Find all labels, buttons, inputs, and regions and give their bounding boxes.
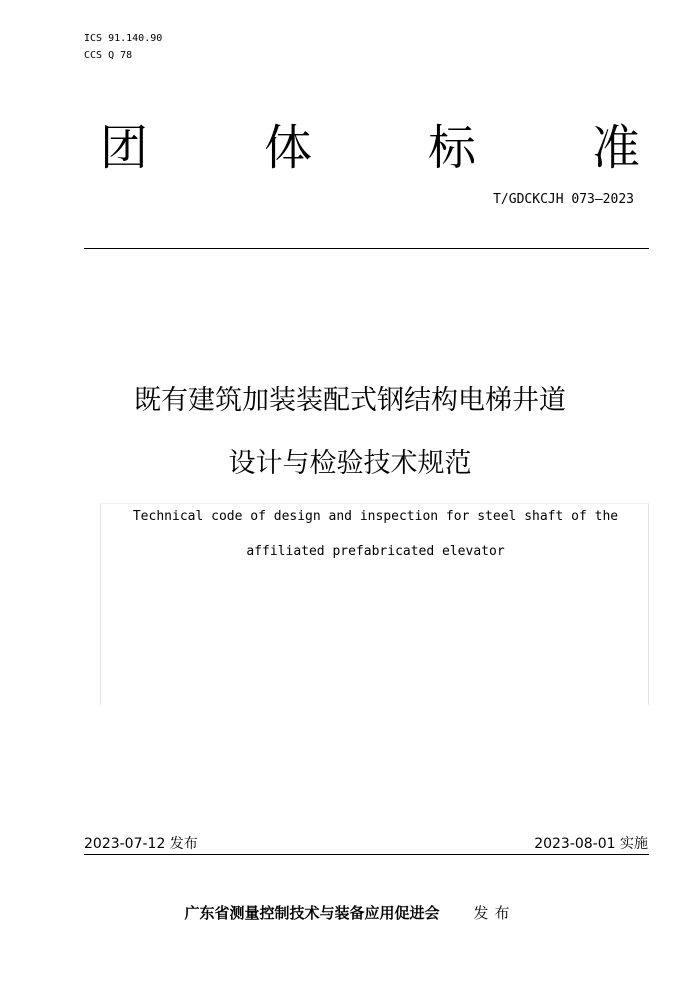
chinese-title-line-1: 既有建筑加装装配式钢结构电梯井道 <box>134 385 566 416</box>
top-divider <box>84 248 649 249</box>
chinese-title-line-2: 设计与检验技术规范 <box>228 448 472 479</box>
standard-number: T/GDCKCJH 073—2023 <box>493 192 634 207</box>
bottom-divider <box>84 854 649 855</box>
title-char-3: 标 <box>427 120 476 176</box>
publisher-action: 发布 <box>473 904 516 922</box>
implementation-date: 2023-08-01 实施 <box>534 836 648 852</box>
english-title-line-1: Technical code of design and inspection for steel shaft of the <box>132 509 619 524</box>
issue-date: 2023-07-12 发布 <box>84 836 198 852</box>
title-char-1: 团 <box>100 120 149 176</box>
english-title-box <box>100 503 649 705</box>
publisher-organization: 广东省测量控制技术与装备应用促进会 <box>184 904 440 922</box>
ics-code: ICS 91.140.90 <box>84 33 163 44</box>
document-type-title <box>100 118 640 178</box>
ccs-code: CCS Q 78 <box>84 50 133 61</box>
title-char-4: 准 <box>591 120 640 176</box>
english-title-line-2: affiliated prefabricated elevator <box>246 544 505 559</box>
title-char-2: 体 <box>263 120 312 176</box>
publisher-line <box>0 903 700 923</box>
classification-codes <box>84 30 162 64</box>
